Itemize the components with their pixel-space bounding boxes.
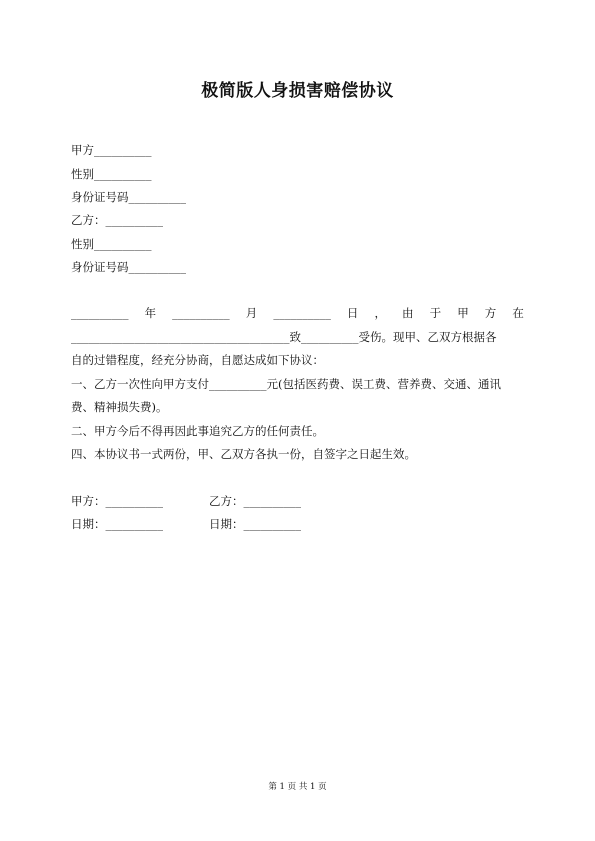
- clause-4: 四、本协议书一式两份，甲、乙双方各执一份，自签字之日起生效。: [71, 447, 416, 461]
- page-footer: 第 1 页 共 1 页: [268, 782, 327, 792]
- agreement-body: [71, 302, 524, 467]
- document-title: 极简版人身损害赔偿协议: [201, 81, 394, 101]
- date-row-token: 年: [144, 306, 157, 320]
- date-row: [71, 302, 524, 326]
- party-b-signature: 乙方：__________: [209, 494, 301, 508]
- date-row-token: 于: [429, 306, 442, 320]
- party-a-id-line: 身份证号码__________: [71, 190, 186, 204]
- paragraph-line: ______________________________________致__________受伤。现甲、乙双方根据各: [71, 329, 497, 344]
- date-row-token: __________: [273, 306, 331, 320]
- date-row-token: ，: [374, 306, 386, 320]
- clause-2: 二、甲方今后不得再因此事追究乙方的任何责任。: [71, 423, 324, 438]
- party-b-gender-line: 性别__________: [71, 237, 152, 251]
- date-row-token: __________: [172, 306, 230, 320]
- clause-1-line: 费、精神损失费)。: [71, 400, 168, 414]
- party-a-gender-line: 性别__________: [71, 167, 152, 181]
- party-a-signature: 甲方：__________: [71, 494, 163, 508]
- date-row-token: 日: [346, 306, 359, 320]
- clause-1-line: 一、乙方一次性向甲方支付__________元(包括医药费、误工费、营养费、交通、通讯: [71, 376, 501, 391]
- party-b-date: 日期：__________: [209, 517, 301, 531]
- date-row-token: 在: [512, 306, 524, 320]
- date-row-token: 甲: [457, 306, 469, 320]
- party-a-date: 日期：__________: [71, 517, 163, 531]
- party-a-name-line: 甲方__________: [71, 143, 152, 157]
- date-row-token: 方: [484, 306, 497, 320]
- party-b-name-line: 乙方：__________: [71, 213, 163, 227]
- party-b-id-line: 身份证号码__________: [71, 260, 186, 274]
- date-row-token: 月: [245, 306, 258, 320]
- date-row-token: 由: [402, 306, 414, 320]
- date-row-token: __________: [71, 306, 129, 320]
- paragraph-line: 自的过错程度，经充分协商，自愿达成如下协议：: [71, 353, 324, 367]
